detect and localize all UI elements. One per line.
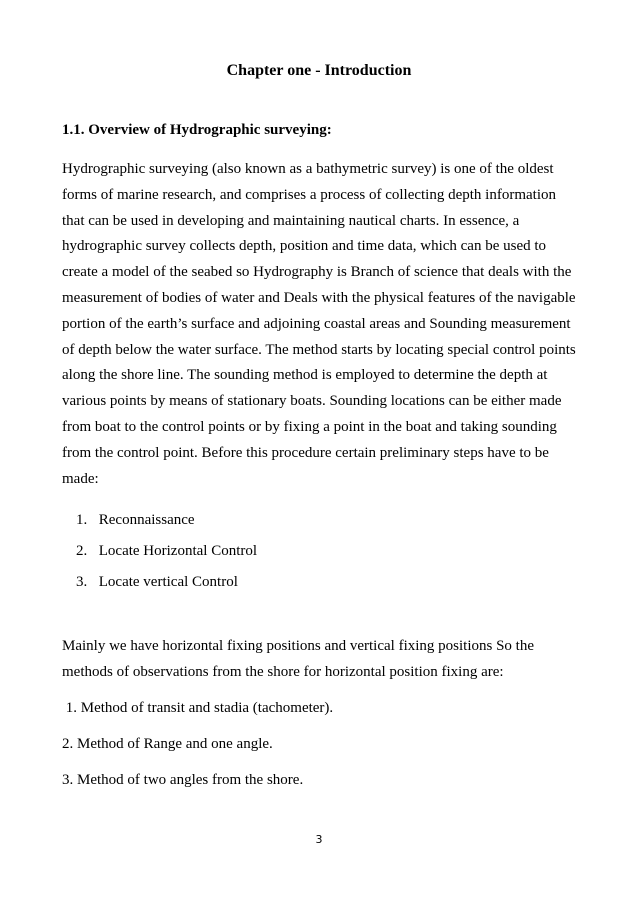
paragraph-line: of depth below the water surface. The method starts by locating special control points [62,341,576,358]
paragraph-line: from boat to the control points or by fixing a point in the boat and taking sounding [62,418,557,435]
list-item-number: 2. [76,543,88,559]
paragraph-line: hydrographic survey collects depth, position and time data, which can be used to [62,238,547,255]
paragraph-line: portion of the earth’s surface and adjoining coastal areas and Sounding measurement [62,315,571,332]
page-number: 3 [315,833,323,846]
paragraph-line: made: [62,470,99,487]
paragraph-line: create a model of the seabed so Hydrography is Branch of science that deals with the [62,264,572,281]
method-item: 2. Method of Range and one angle. [62,736,273,752]
list-item-text: Locate Horizontal Control [98,543,258,559]
list-item [76,572,257,603]
paragraph-line: that can be used in developing and maintaining nautical charts. In essence, a [62,212,520,229]
list-item-number: 1. [76,512,88,528]
list-item-text: Reconnaissance [98,512,195,528]
paragraph-line: methods of observations from the shore for horizontal position fixing are: [62,663,504,680]
method-item: 1. Method of transit and stadia (tachometer). [62,700,334,716]
paragraph-line: Mainly we have horizontal fixing positions and vertical fixing positions So the [62,638,535,654]
intro-paragraph [62,157,582,492]
chapter-title: Chapter one - Introduction [226,62,412,79]
list-item [76,541,257,572]
list-item-number: 3. [76,574,88,590]
paragraph-line: Hydrographic surveying (also known as a bathymetric survey) is one of the oldest [62,161,554,177]
method-item: 3. Method of two angles from the shore. [62,772,304,788]
list-item-text: Locate vertical Control [98,574,238,590]
paragraph-line: from the control point. Before this procedure certain preliminary steps have to be [62,444,549,461]
list-item [76,510,257,541]
section-heading: 1.1. Overview of Hydrographic surveying: [62,122,332,138]
paragraph-line: various points by means of stationary boats. Sounding locations can be either made [62,393,562,410]
paragraph-line: measurement of bodies of water and Deals with the physical features of the navigable [62,289,576,306]
preliminary-steps-list [76,510,257,603]
fixing-positions-paragraph [62,634,582,685]
paragraph-line: along the shore line. The sounding method is employed to determine the depth at [62,367,548,384]
paragraph-line: forms of marine research, and comprises a process of collecting depth information [62,186,556,203]
